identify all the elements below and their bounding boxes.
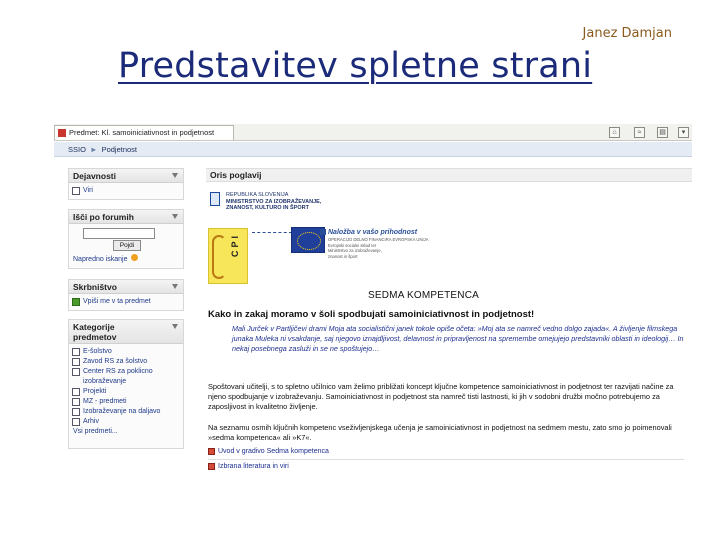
collapse-icon[interactable] (172, 324, 178, 329)
sidebar-item-label: Viri (83, 187, 93, 194)
forum-search-header[interactable] (69, 210, 183, 224)
help-icon[interactable] (131, 254, 138, 261)
favicon-icon (58, 129, 66, 137)
folder-icon (72, 398, 80, 406)
esf-line: Ministrstvo za izobraževanje, (328, 248, 382, 254)
esf-title: Naložba v vašo prihodnost (328, 229, 418, 236)
esf-line: OPERACIJO DELNO FINANCIRA EVROPSKA UNIJA (328, 237, 429, 242)
folder-icon (72, 368, 80, 376)
swirl-icon (212, 235, 226, 279)
category-item[interactable] (69, 357, 183, 367)
forum-search-block (68, 209, 184, 269)
slide-title: Predstavitev spletne strani (118, 46, 593, 86)
categories-title: Kategorije predmetov (73, 322, 117, 342)
page-menu-icon[interactable]: ▾ (678, 127, 689, 138)
collapse-icon[interactable] (172, 214, 178, 219)
esf-mark-icon (320, 229, 326, 235)
enrol-icon (72, 298, 80, 306)
esf-line: znanost in šport (328, 253, 358, 259)
category-label: Center RS za poklicno izobraževanje (83, 368, 153, 385)
print-icon[interactable]: ▤ (657, 127, 668, 138)
browser-screenshot (54, 124, 692, 492)
resource-link-intro[interactable] (208, 447, 329, 456)
rss-icon[interactable]: ≈ (634, 127, 645, 138)
pdf-icon (208, 463, 215, 470)
breadcrumb (54, 142, 692, 157)
category-item[interactable] (69, 417, 183, 427)
author-name: Janez Damjan (582, 26, 672, 41)
enrol-link[interactable] (69, 297, 183, 307)
intro-paragraph: Spoštovani učitelji, s to spletno učilnico vam želimo približati koncept ključne kompetence samoiniciativnost in podjetnost ter razvijati načine za njeno spodbujanje v izobraževanju. Samoiniciativnost in podjetnost sta namreč tisti lastnosti, ki jih v sodobni družbi močno potrebujemo za zaposljivost in kvalitetno življenje. (208, 382, 674, 411)
categories-header[interactable] (69, 320, 183, 344)
admin-header[interactable] (69, 280, 183, 294)
intro-quote: Mali Jurček v Partljičevi drami Moja ata socialistični janek tokole opiše očeta: »Moj ata se namreč vedno dolgo zajada«. A življenje filmskega junaka Muleka ni vsakdanje, saj njegovo iznajdljivost, delavnost in pripravljenost na spremembe omejujejo predstavniki oblasti in ideologij… In nekaj posebnega zasluži in se ne spoštujejo… (232, 324, 684, 353)
collapse-icon[interactable] (172, 173, 178, 178)
document-icon (72, 187, 80, 195)
ministry-line: REPUBLIKA SLOVENIJA (226, 192, 289, 198)
eu-stars-icon (297, 232, 321, 250)
forum-search-button[interactable]: Pojdi (113, 240, 141, 251)
k7-paragraph: Na seznamu osmih ključnih kompetenc vseživljenjskega učenja je samoiniciativnost in podjetnost na sedmem mestu, zato smo jo poimenovali »sedma kompetenca« ali »K7«. (208, 423, 672, 442)
breadcrumb-separator: ► (90, 145, 98, 154)
ministry-text (226, 192, 426, 212)
forum-search-input[interactable] (83, 228, 155, 239)
category-item[interactable] (69, 367, 179, 387)
category-item[interactable] (69, 387, 183, 397)
folder-icon (72, 408, 80, 416)
category-label: E-šolstvo (83, 348, 112, 355)
category-label: Arhiv (83, 418, 99, 425)
divider-line (252, 232, 292, 233)
breadcrumb-current: Podjetnost (101, 145, 138, 154)
resource-link-label: Izbrana literatura in viri (218, 463, 289, 470)
advanced-search-label: Napredno iskanje (73, 256, 128, 263)
resource-link-literature[interactable] (208, 462, 289, 471)
esf-logo (328, 228, 448, 259)
category-item[interactable] (69, 347, 183, 357)
section-subtitle: SEDMA KOMPETENCA (368, 290, 479, 301)
category-label: Projekti (83, 388, 107, 395)
categories-block (68, 319, 184, 449)
advanced-search-link[interactable] (73, 254, 138, 265)
activities-block (68, 168, 184, 200)
cpi-logo-text: CPI (230, 233, 240, 258)
resource-link-label: Uvod v gradivo Sedma kompetenca (218, 448, 329, 455)
browser-tab[interactable] (54, 125, 234, 140)
all-courses-link[interactable]: Vsi predmeti... (73, 428, 118, 435)
article-headline: Kako in zakaj moramo v šoli spodbujati samoiniciativnost in podjetnost! (208, 309, 535, 320)
admin-block (68, 279, 184, 311)
forum-search-title: Išči po forumih (73, 212, 134, 222)
category-label: Zavod RS za šolstvo (83, 358, 148, 365)
ministry-line: ZNANOST, KULTURO IN ŠPORT (226, 205, 310, 211)
breadcrumb-root[interactable]: SSIO (68, 145, 86, 154)
crest-icon (210, 192, 220, 206)
esf-line: Evropski socialni sklad ter (328, 242, 377, 248)
tab-title: Predmet: Kl. samoiniciativnost in podjetnost (69, 128, 215, 137)
sidebar-item-viri[interactable] (69, 186, 183, 196)
enrol-label: Vpiši me v ta predmet (83, 298, 151, 305)
folder-icon (72, 358, 80, 366)
folder-icon (72, 348, 80, 356)
folder-icon (72, 388, 80, 396)
sidebar (68, 168, 184, 488)
folder-icon (72, 418, 80, 426)
pdf-icon (208, 448, 215, 455)
category-item[interactable] (69, 397, 183, 407)
category-item[interactable] (69, 407, 183, 417)
divider (208, 459, 684, 460)
category-label: Izobraževanje na daljavo (83, 408, 161, 415)
activities-header[interactable] (69, 169, 183, 183)
section-header: Oris poglavij (206, 168, 692, 182)
ministry-line: MINISTRSTVO ZA IZOBRAŽEVANJE, (226, 198, 322, 205)
admin-title: Skrbništvo (73, 282, 117, 292)
collapse-icon[interactable] (172, 284, 178, 289)
cpi-logo (208, 228, 248, 284)
home-icon[interactable]: ⌂ (609, 127, 620, 138)
category-label: MZ - predmeti (83, 398, 127, 405)
main-content (206, 168, 692, 488)
activities-title: Dejavnosti (73, 171, 116, 181)
browser-tab-bar (54, 124, 692, 141)
